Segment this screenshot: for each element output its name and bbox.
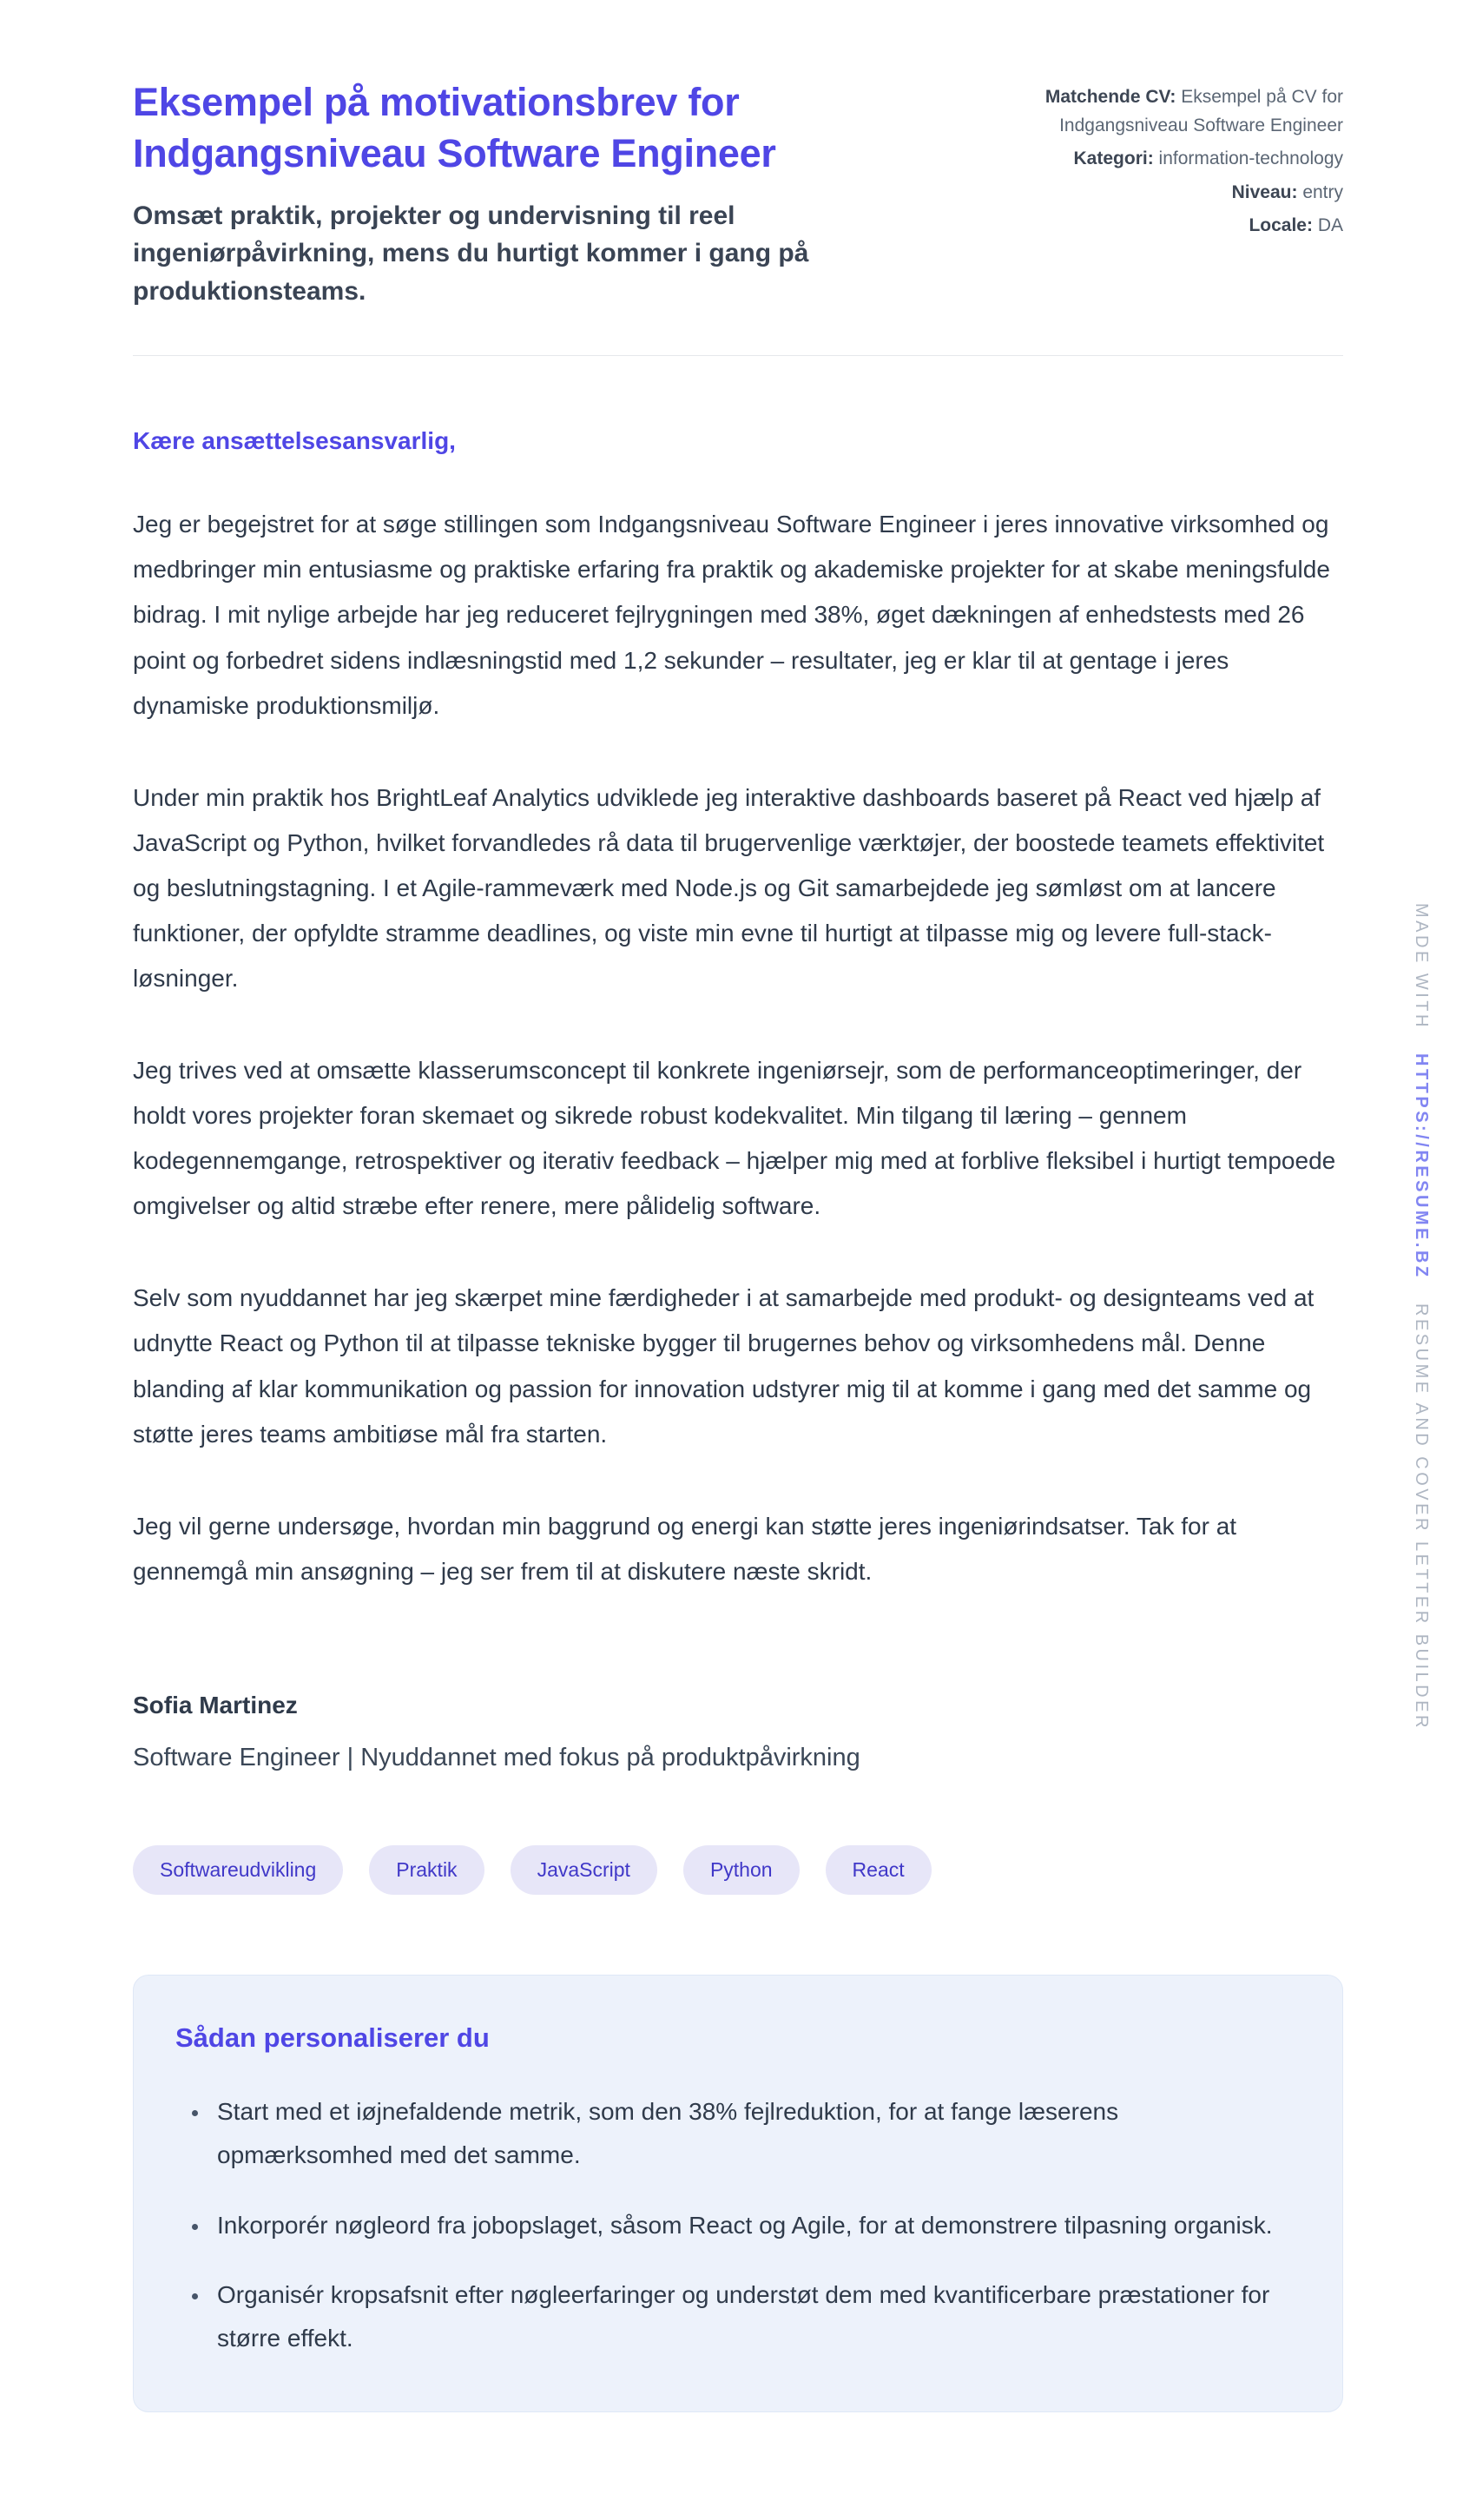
watermark-link[interactable]: HTTPS://RESUME.BZ [1412, 1053, 1431, 1280]
tag-chip-react[interactable]: React [826, 1845, 932, 1895]
tag-chip-praktik[interactable]: Praktik [369, 1845, 484, 1895]
meta-label: Matchende CV: [1044, 87, 1176, 107]
meta-value: entry [1302, 181, 1343, 202]
tip-item [210, 2273, 1299, 2361]
header-title-block [133, 76, 992, 310]
tips-list [175, 2090, 1299, 2361]
letter-body [133, 427, 1343, 1772]
letter-paragraph: Jeg er begejstret for at søge stillingen som Indgangsniveau Software Engineer i jeres innovative virksomhed og medbringer min entusiasme og praktiske erfaring fra praktik og akademiske projekter for at skabe meningsfulde bidrag. I mit nylige arbejde har jeg reduceret fejlrygningen med 38%, øget dækningen af enhedstests med 26 point og forbedret sidens indlæsningstid med 1,2 sekunder – resultater, jeg er klar til at gentage i jeres dynamiske produktionsmiljø. [133, 511, 1330, 719]
tag-chip-softwareudvikling[interactable]: Softwareudvikling [133, 1845, 343, 1895]
meta-value: DA [1317, 215, 1343, 236]
page-subtitle: Omsæt praktik, projekter og undervisning til reel ingeniørpåvirkning, mens du hurtigt kommer i gang på produktionsteams. [133, 201, 809, 306]
tip-text: Inkorporér nøgleord fra jobopslaget, såsom React og Agile, for at demonstrere tilpasning organisk. [217, 2211, 1273, 2239]
meta-locale [1044, 212, 1343, 241]
tip-text: Start med et iøjnefaldende metrik, som den 38% fejlreduktion, for at fange læserens opmærksomhed med det samme. [217, 2097, 1119, 2169]
signature-name: Sofia Martinez [133, 1691, 298, 1718]
tag-chip-javascript[interactable]: JavaScript [511, 1845, 657, 1895]
watermark-prefix: MADE WITH [1412, 903, 1431, 1030]
meta-label: Locale: [1249, 215, 1313, 236]
meta-value: Eksempel på CV for Indgangsniveau Software Engineer [1059, 87, 1343, 135]
meta-panel [1044, 76, 1343, 246]
tips-title: Sådan personaliserer du [175, 2022, 490, 2053]
tag-chip-python[interactable]: Python [683, 1845, 800, 1895]
letter-paragraph: Jeg trives ved at omsætte klasserumsconcept til konkrete ingeniørsejr, som de performanceoptimeringer, der holdt vores projekter foran skemaet og sikrede robust kodekvalitet. Min tilgang til læring – gennem kodegennemgange, retrospektiver og iterativ feedback – hjælper mig med at forblive fleksibel i hurtigt tempoede omgivelser og altid stræbe efter renere, mere pålidelig software. [133, 1057, 1336, 1220]
letter-paragraph: Under min praktik hos BrightLeaf Analytics udviklede jeg interaktive dashboards baseret på React ved hjælp af JavaScript og Python, hvilket forvandledes rå data til brugervenlige værktøjer, der boostede teamets effektivitet og beslutningstagning. I et Agile-rammeværk med Node.js og Git samarbejdede jeg sømløst om at lancere funktioner, der opfyldte stramme deadlines, og viste min evne til hurtigt at tilpasse mig og levere full-stack-løsninger. [133, 783, 1325, 992]
meta-matching-cv [1044, 83, 1343, 140]
meta-label: Kategori: [1073, 148, 1154, 169]
meta-level [1044, 179, 1343, 208]
tag-list [133, 1845, 1343, 1895]
cover-letter-article [133, 0, 1343, 2412]
watermark-suffix: RESUME AND COVER LETTER BUILDER [1412, 1303, 1431, 1731]
letter-paragraph: Jeg vil gerne undersøge, hvordan min baggrund og energi kan støtte jeres ingeniørindsatser. Tak for at gennemgå min ansøgning – jeg ser frem til at diskutere næste skridt. [133, 1512, 1237, 1585]
tip-item [210, 2204, 1299, 2247]
page-header [133, 76, 1343, 310]
page-title: Eksempel på motivationsbrev for Indgangsniveau Software Engineer [133, 80, 776, 176]
tips-card [133, 1975, 1343, 2412]
meta-label: Niveau: [1231, 181, 1298, 202]
signature-role: Software Engineer | Nyuddannet med fokus på produktpåvirkning [133, 1743, 860, 1771]
meta-value: information-technology [1158, 148, 1343, 169]
tip-item [210, 2090, 1299, 2178]
header-divider [133, 355, 1343, 356]
meta-category [1044, 145, 1343, 174]
watermark [1411, 903, 1431, 1731]
letter-paragraph: Selv som nyuddannet har jeg skærpet mine færdigheder i at samarbejde med produkt- og designteams ved at udnytte React og Python til at tilpasse tekniske bygger til brugernes behov og virksomhedens mål. Denne blanding af klar kommunikation og passion for innovation udstyrer mig til at komme i gang med det samme og støtte jeres teams ambitiøse mål fra starten. [133, 1284, 1315, 1448]
tip-text: Organisér kropsafsnit efter nøgleerfaringer og understøt dem med kvantificerbare præstationer for større effekt. [217, 2281, 1270, 2352]
salutation: Kære ansættelsesansvarlig, [133, 427, 456, 455]
